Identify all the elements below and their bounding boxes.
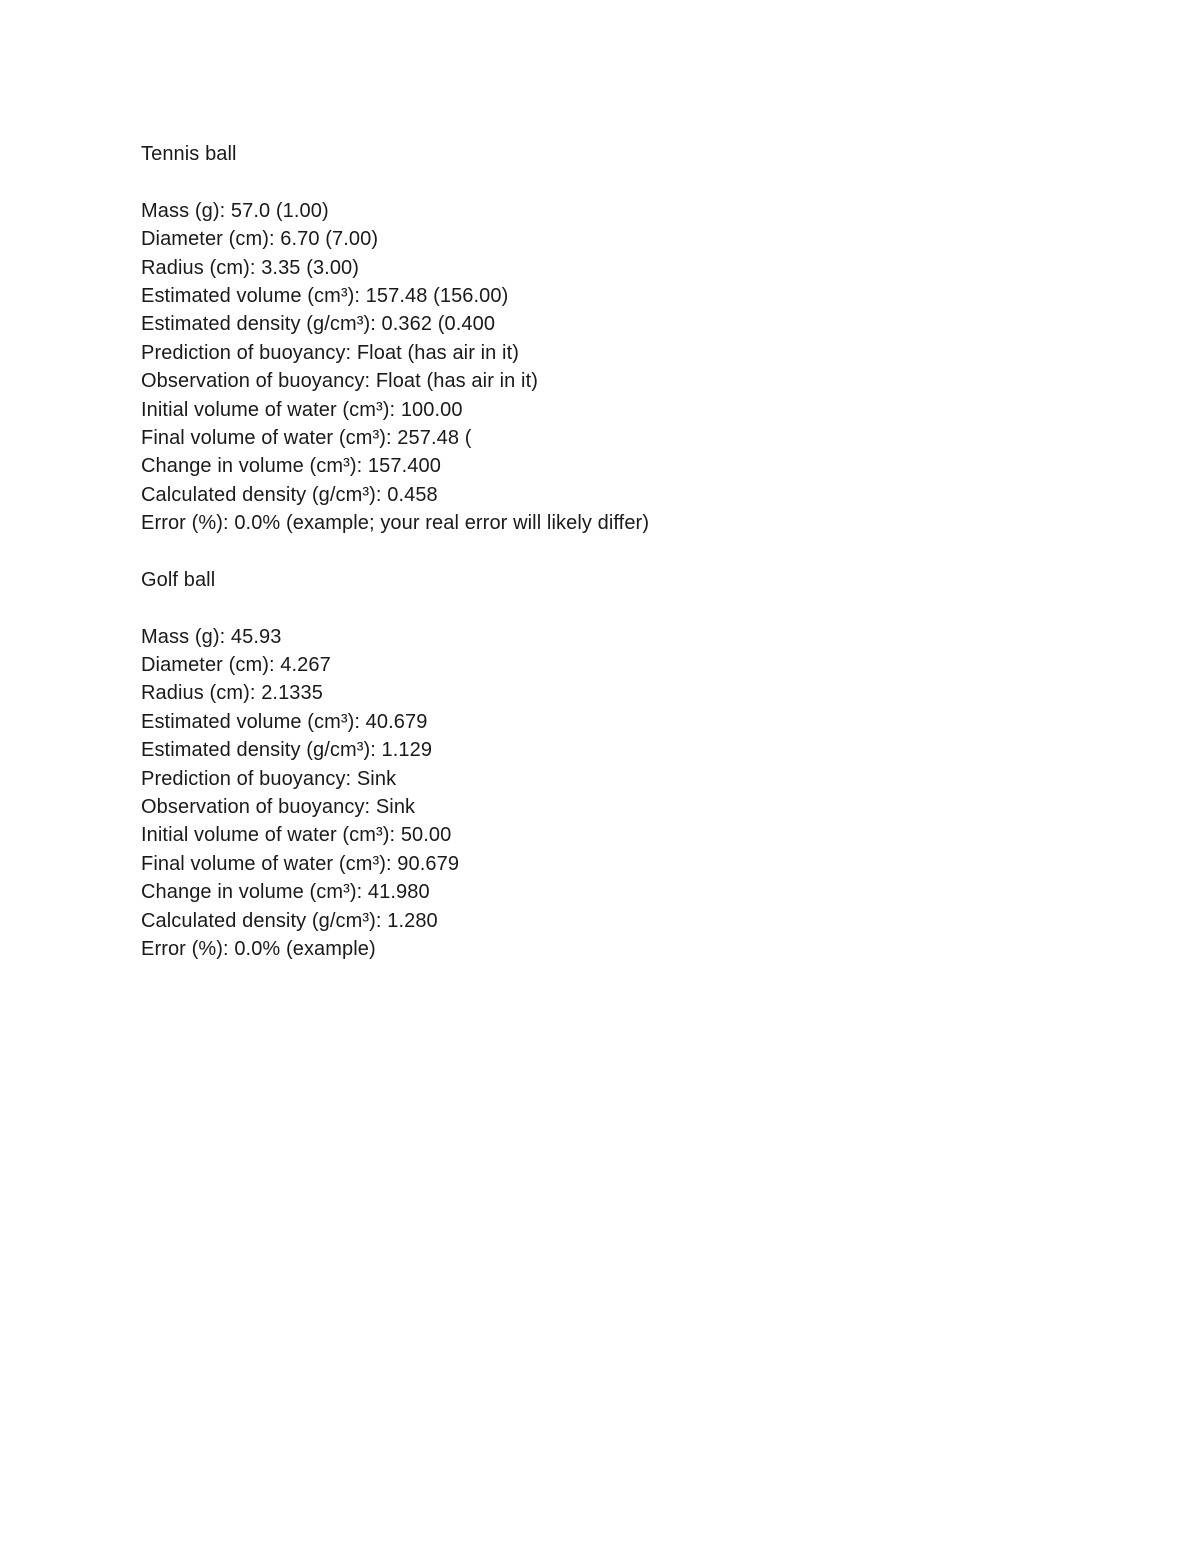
tennis-initial-volume-line: Initial volume of water (cm³): 100.00 [141, 398, 463, 421]
tennis-mass-line: Mass (g): 57.0 (1.00) [141, 199, 329, 222]
golf-calculated-density-line: Calculated density (g/cm³): 1.280 [141, 909, 438, 932]
golf-estimated-density-line: Estimated density (g/cm³): 1.129 [141, 739, 433, 762]
golf-estimated-volume-line: Estimated volume (cm³): 40.679 [141, 710, 428, 733]
tennis-error-line: Error (%): 0.0% (example; your real error will likely differ) [141, 512, 650, 535]
golf-observation-line: Observation of buoyancy: Sink [141, 795, 416, 818]
tennis-change-volume-line: Change in volume (cm³): 157.400 [141, 455, 441, 478]
section-title-golf-ball: Golf ball [141, 568, 216, 591]
tennis-prediction-line: Prediction of buoyancy: Float (has air in it) [141, 341, 520, 364]
tennis-ball-section [141, 140, 1041, 537]
golf-final-volume-line: Final volume of water (cm³): 90.679 [141, 852, 460, 875]
tennis-diameter-line: Diameter (cm): 6.70 (7.00) [141, 228, 379, 251]
tennis-final-volume-line: Final volume of water (cm³): 257.48 ( [141, 426, 472, 449]
golf-diameter-line: Diameter (cm): 4.267 [141, 654, 331, 677]
golf-radius-line: Radius (cm): 2.1335 [141, 682, 323, 705]
tennis-radius-line: Radius (cm): 3.35 (3.00) [141, 256, 360, 279]
golf-change-volume-line: Change in volume (cm³): 41.980 [141, 881, 430, 904]
golf-initial-volume-line: Initial volume of water (cm³): 50.00 [141, 824, 452, 847]
golf-ball-section [141, 566, 1041, 963]
tennis-estimated-volume-line: Estimated volume (cm³): 157.48 (156.00) [141, 284, 509, 307]
golf-prediction-line: Prediction of buoyancy: Sink [141, 767, 397, 790]
section-title-tennis-ball: Tennis ball [141, 143, 237, 165]
tennis-observation-line: Observation of buoyancy: Float (has air in it) [141, 370, 539, 393]
golf-mass-line: Mass (g): 45.93 [141, 625, 282, 648]
tennis-calculated-density-line: Calculated density (g/cm³): 0.458 [141, 483, 438, 506]
golf-error-line: Error (%): 0.0% (example) [141, 937, 376, 960]
tennis-estimated-density-line: Estimated density (g/cm³): 0.362 (0.400 [141, 313, 496, 336]
document-body [141, 140, 1041, 963]
